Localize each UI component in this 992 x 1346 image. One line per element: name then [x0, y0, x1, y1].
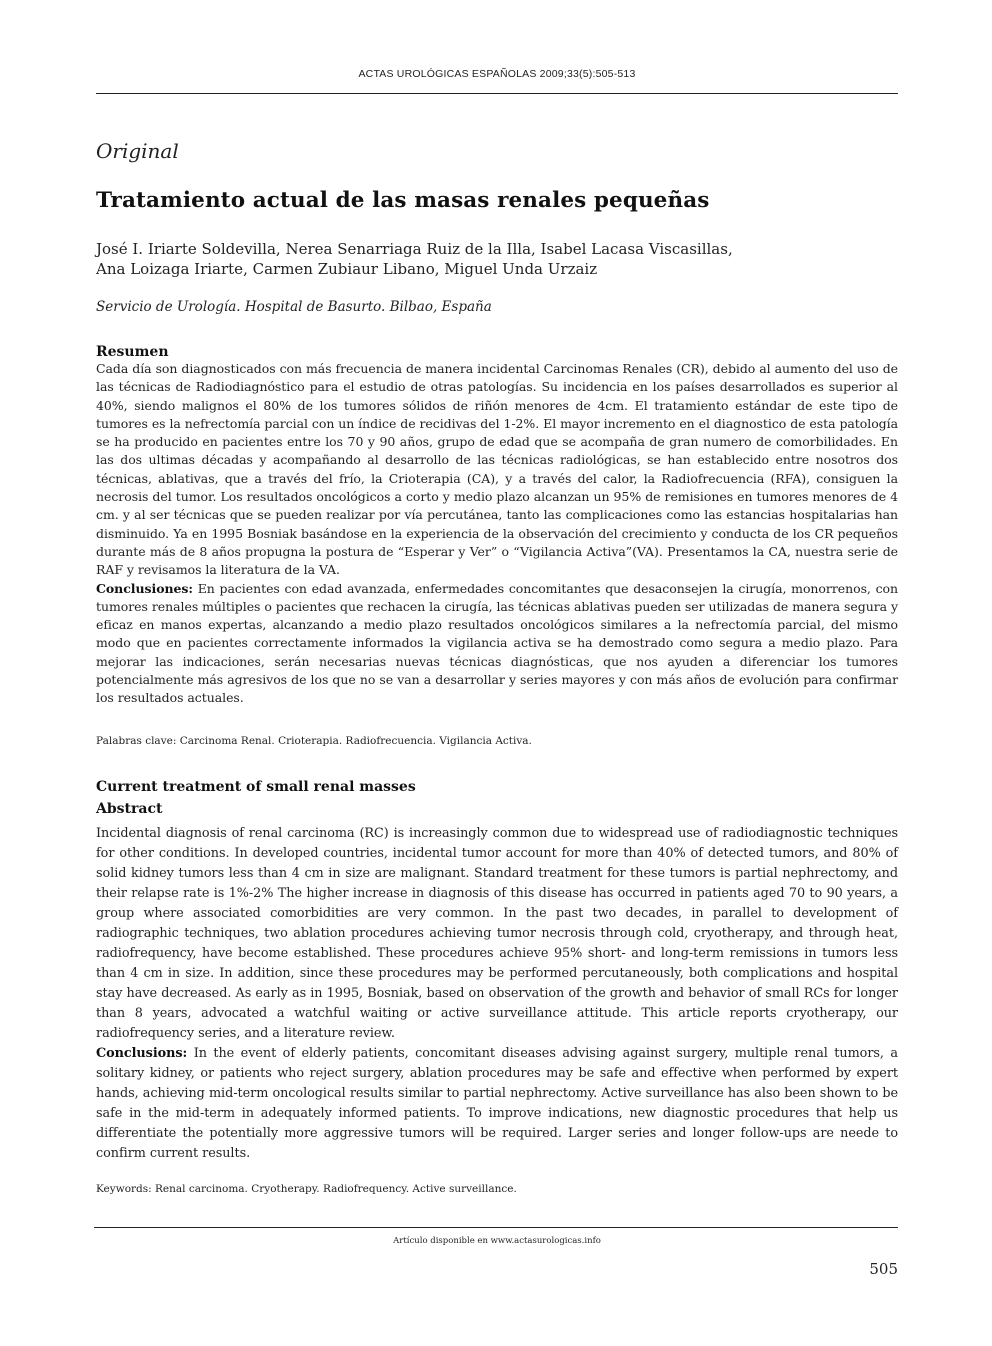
abstract-text: Incidental diagnosis of renal carcinoma (RC) is increasingly common due to widespread use of radiodiagnostic techniques for other conditions. In developed countries, incidental tumor account for more than 40% of detected tumors, and 80% of solid kidney tumors less than 4 cm in size are malignant. Standard treatment for these tumors is partial nephrectomy, and their relapse rate is 1%-2% The higher increase in diagnosis of this disease has occurred in patients aged 70 to 90 years, a group where associated comorbidities are very common. In the past two decades, in parallel to development of radiographic techniques, two ablation procedures achieving tumor necrosis through cold, cryotherapy, and through heat, radiofrequency, have become established. These procedures achieve 95% short- and long-term remissions in tumors less than 4 cm in size. In addition, since these procedures may be performed percutaneously, both complications and hospital stay have decreased. As early as in 1995, Bosniak, based on observation of the growth and behavior of small RCs for longer than 8 years, advocated a watchful waiting or active surveillance attitude. This article reports cryotherapy, our radiofrequency series, and a literature review.	[96, 826, 898, 1041]
resumen-heading: Resumen	[96, 344, 169, 360]
palabras-clave: Palabras clave: Carcinoma Renal. Crioterapia. Radiofrecuencia. Vigilancia Activa.	[96, 735, 532, 747]
availability-note: Artículo disponible en www.actasurologicas.info	[393, 1236, 601, 1246]
resumen-conclusions-label: Conclusiones:	[96, 580, 193, 596]
authors-line-1: José I. Iriarte Soldevilla, Nerea Senarriaga Ruiz de la Illa, Isabel Lacasa Viscasillas,	[96, 240, 733, 258]
footer-rule	[94, 1227, 898, 1228]
abstract-conclusions	[96, 1044, 898, 1164]
author-list	[96, 239, 898, 279]
header-rule	[96, 93, 898, 94]
keywords: Keywords: Renal carcinoma. Cryotherapy. Radiofrequency. Active surveillance.	[96, 1183, 517, 1195]
resumen-conclusions-text: En pacientes con edad avanzada, enfermedades concomitantes que desaconsejen la cirugía, monorrenos, con tumores renales múltiples o pacientes que rechacen la cirugía, las técnicas ablativas pueden ser utilizadas de manera segura y eficaz en manos expertas, alcanzando a medio plazo resultados oncológicos similares a la nefrectomía parcial, del mismo modo que en pacientes correctamente informados la vigilancia activa se ha demostrado como segura a medio plazo. Para mejorar las indicaciones, serán necesarias nuevas técnicas diagnósticas, que nos ayuden a diferenciar los tumores potencialmente más agresivos de los que no se van a desarrollar y series mayores y con más años de evolución para confirmar los resultados actuales.	[96, 580, 898, 706]
resumen-conclusions	[96, 580, 898, 708]
resumen-text: Cada día son diagnosticados con más frecuencia de manera incidental Carcinomas Renales (CR), debido al aumento del uso de las técnicas de Radiodiagnóstico para el estudio de otras patologías. Su incidencia en los países desarrollados es superior al 40%, siendo malignos el 80% de los tumores sólidos de riñón menores de 4cm. El tratamiento estándar de este tipo de tumores es la nefrectomía parcial con un índice de recidivas del 1-2%. El mayor incremento en el diagnostico de esta patología se ha producido en pacientes entre los 70 y 90 años, grupo de edad que se acompaña de gran numero de comorbilidades. En las dos ultimas décadas y acompañando al desarrollo de las técnicas radiológicas, se han establecido entre nosotros dos técnicas, ablativas, que a través del frío, la Crioterapia (CA), y a través del calor, la Radiofrecuencia (RFA), consiguen la necrosis del tumor. Los resultados oncológicos a corto y medio plazo alcanzan un 95% de remisiones en tumores menores de 4 cm. y al ser técnicas que se pueden realizar por vía percutánea, tanto las complicaciones como las estancias hospitalarias han disminuido. Ya en 1995 Bosniak basándose en la experiencia de la observación del crecimiento y conducta de los CR pequeños durante más de 8 años propugna la postura de “Esperar y Ver” o “Vigilancia Activa”(VA). Presentamos la CA, nuestra serie de RAF y revisamos la literatura de la VA.	[96, 361, 898, 578]
affiliation: Servicio de Urología. Hospital de Basurto. Bilbao, España	[96, 299, 492, 315]
section-label: Original	[96, 139, 179, 163]
authors-line-2: Ana Loizaga Iriarte, Carmen Zubiaur Libano, Miguel Unda Urzaiz	[96, 260, 598, 278]
english-title: Current treatment of small renal masses	[96, 779, 416, 795]
article-title: Tratamiento actual de las masas renales pequeñas	[96, 188, 710, 213]
abstract-conclusions-text: In the event of elderly patients, concomitant diseases advising against surgery, multiple renal tumors, a solitary kidney, or patients who reject surgery, ablation procedures may be safe and effective when performed by expert hands, achieving mid-term oncological results similar to partial nephrectomy. Active surveillance has also been shown to be safe in the mid-term in adequately informed patients. To improve indications, new diagnostic procedures that help us differentiate the potentially more aggressive tumors will be required. Larger series and longer follow-ups are neede to confirm current results.	[96, 1046, 898, 1161]
resumen-section	[96, 344, 898, 708]
abstract-section	[96, 824, 898, 1164]
page-number: 505	[869, 1260, 898, 1278]
abstract-heading: Abstract	[96, 801, 163, 817]
running-head: ACTAS UROLÓGICAS ESPAÑOLAS 2009;33(5):505-513	[358, 68, 636, 80]
abstract-conclusions-label: Conclusions:	[96, 1046, 188, 1061]
